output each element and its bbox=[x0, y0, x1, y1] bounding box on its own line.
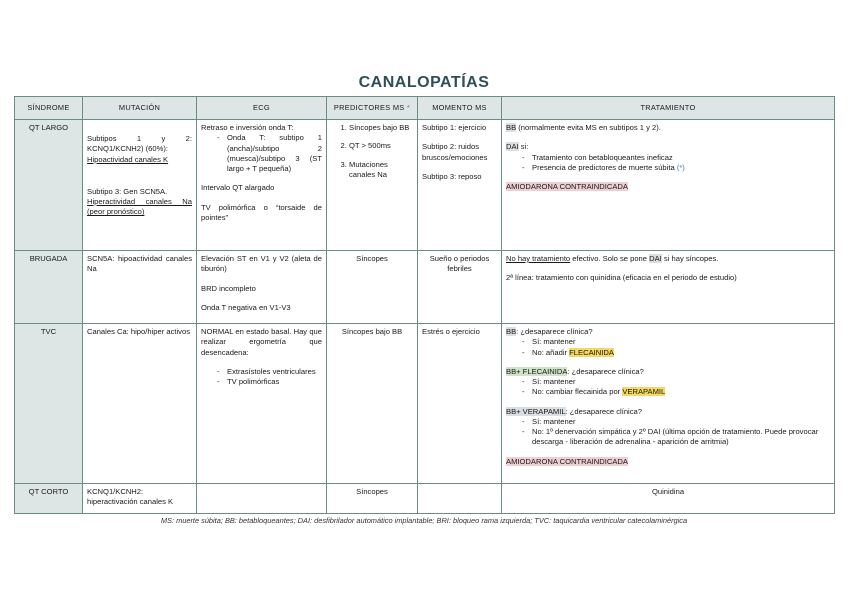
ecg-list bbox=[201, 133, 322, 174]
header-predictores: PREDICTORES MS * bbox=[327, 97, 418, 120]
bb-highlight: BB bbox=[506, 123, 517, 132]
mutacion-qt-corto: KCNQ1/KCNH2: hiperactivación canales K bbox=[83, 484, 197, 514]
ecg-text: Elevación ST en V1 y V2 (aleta de tiburón) bbox=[201, 254, 322, 274]
ecg-item: - TV polimórficas bbox=[217, 377, 322, 387]
tratamiento-item: - Sí: mantener bbox=[522, 337, 830, 347]
momento-tvc: Estrés o ejercicio bbox=[418, 324, 502, 484]
ecg-item: - Onda T: subtipo 1 (ancha)/subtipo 2 (muesca)/subtipo 3 (ST largo + T pequeña) bbox=[217, 133, 322, 174]
footnote: MS: muerte súbita; BB: betabloqueantes; DAI: desfibrilador automático implantable; BRI: bloqueo rama izquierda; TVC: taquicardia ventricular catecolaminérgica bbox=[160, 516, 688, 525]
header-row bbox=[15, 97, 835, 120]
header-mutacion: MUTACIÓN bbox=[83, 97, 197, 120]
dai-highlight: DAI bbox=[506, 142, 519, 152]
tratamiento-list bbox=[506, 153, 830, 174]
bb-flecainida-highlight: BB+ FLECAINIDA bbox=[506, 366, 568, 376]
row-qt-largo bbox=[15, 120, 835, 251]
tratamiento-item: - No: cambiar flecainida por VERAPAMIL bbox=[522, 387, 830, 397]
mutacion-tvc: Canales Ca: hipo/hiper activos bbox=[83, 324, 197, 484]
ecg-tvc bbox=[197, 324, 327, 484]
predictores-qt-corto: Síncopes bbox=[327, 484, 418, 514]
canalopatias-table bbox=[14, 96, 835, 514]
mutacion-brugada: SCN5A: hipoactividad canales Na bbox=[83, 251, 197, 324]
header-tratamiento: TRATAMIENTO bbox=[502, 97, 835, 120]
ecg-list bbox=[201, 367, 322, 388]
predictores-list bbox=[331, 123, 413, 180]
tratamiento-tvc: BB: ¿desaparece clínica? - Sí: mantener - No: añadir FLECAINIDA BB+ FLECAINIDA: ¿desaparece clínica? - Sí: mantener - No: cambiar flecainida por VERAPAMIL BB+ VERAPAMIL: ¿desaparece clínica? - Sí: mantener - No: 1º denervación simpática y 2º DAI (última opción de tratamiento. Puede provocar descarga - liberación de adrenalina - aparición de arritmia) AMIODARONA CONTRAINDICADA bbox=[502, 324, 835, 484]
tratamiento-item: - Sí: mantener bbox=[522, 417, 830, 427]
ecg-text: TV polimórfica o “torsaide de pointes” bbox=[201, 202, 322, 222]
momento-text: Subtipo 1: ejercicio bbox=[422, 123, 487, 132]
tratamiento-item: - Presencia de predictores de muerte súbita (*) bbox=[522, 163, 830, 173]
warning-badge: AMIODARONA CONTRAINDICADA bbox=[506, 456, 628, 466]
mutacion-text: Hiperactividad canales Na (peor pronóstico) bbox=[87, 197, 192, 217]
header-momento: MOMENTO MS bbox=[418, 97, 502, 120]
momento-qt-corto bbox=[418, 484, 502, 514]
mutacion-text: Subtipos 1 y 2: KCNQ1/KCNH2) (60%): bbox=[87, 134, 192, 154]
bb-verapamil-highlight: BB+ VERAPAMIL bbox=[506, 406, 566, 416]
ecg-brugada bbox=[197, 251, 327, 324]
momento-qt-largo bbox=[418, 120, 502, 251]
momento-brugada: Sueño o periodos febriles bbox=[418, 251, 502, 324]
tratamiento-item: - No: añadir FLECAINIDA bbox=[522, 348, 830, 358]
ecg-text: Retraso e inversión onda T: bbox=[201, 123, 294, 132]
syndrome-brugada: BRUGADA bbox=[15, 251, 83, 324]
tratamiento-item: - No: 1º denervación simpática y 2º DAI (última opción de tratamiento. Puede provocar descarga - liberación de adrenalina - aparición de arritmia) bbox=[522, 427, 830, 448]
row-brugada bbox=[15, 251, 835, 324]
momento-text: Subtipo 2: ruidos bruscos/emociones bbox=[422, 142, 488, 162]
ecg-text: BRD incompleto bbox=[201, 283, 256, 293]
ecg-text: NORMAL en estado basal. Hay que realizar ergometría que desencadena: bbox=[201, 327, 322, 357]
ecg-qt-largo bbox=[197, 120, 327, 251]
header-sindrome: SÍNDROME bbox=[15, 97, 83, 120]
predictor-item: 2. QT > 500ms bbox=[349, 141, 413, 151]
tratamiento-item: - Sí: mantener bbox=[522, 377, 830, 387]
mutacion-text: Subtipo 3: Gen SCN5A. bbox=[87, 186, 168, 196]
flecainida-highlight: FLECAINIDA bbox=[569, 347, 614, 357]
syndrome-qt-largo: QT LARGO bbox=[15, 120, 83, 251]
tratamiento-list bbox=[506, 417, 830, 448]
tratamiento-item: - Tratamiento con betabloqueantes ineficaz bbox=[522, 153, 830, 163]
tratamiento-brugada: No hay tratamiento efectivo. Solo se pone DAI si hay síncopes. 2ª línea: tratamiento con quinidina (eficacia en el periodo de estudio) bbox=[502, 251, 835, 324]
predictores-brugada: Síncopes bbox=[327, 251, 418, 324]
mutacion-qt-largo bbox=[83, 120, 197, 251]
bb-highlight: BB bbox=[506, 327, 517, 336]
page-title: CANALOPATÍAS bbox=[358, 74, 490, 91]
predictores-qt-largo bbox=[327, 120, 418, 251]
ecg-text: Onda T negativa en V1-V3 bbox=[201, 302, 291, 312]
tratamiento-qt-corto: Quinidina bbox=[502, 484, 835, 514]
tratamiento-list bbox=[506, 377, 830, 398]
warning-badge: AMIODARONA CONTRAINDICADA bbox=[506, 182, 628, 191]
mutacion-text: Hipoactividad canales K bbox=[87, 154, 169, 164]
header-ecg: ECG bbox=[197, 97, 327, 120]
ecg-text: Intervalo QT alargado bbox=[201, 183, 275, 193]
row-qt-corto bbox=[15, 484, 835, 514]
verapamil-highlight: VERAPAMIL bbox=[622, 387, 666, 397]
ecg-item: - Extrasístoles ventriculares bbox=[217, 367, 322, 377]
tratamiento-list bbox=[506, 337, 830, 358]
asterisk-mark: * bbox=[406, 103, 411, 112]
syndrome-qt-corto: QT CORTO bbox=[15, 484, 83, 514]
predictores-tvc: Síncopes bajo BB bbox=[327, 324, 418, 484]
tratamiento-text: 2ª línea: tratamiento con quinidina (eficacia en el periodo de estudio) bbox=[506, 273, 737, 283]
momento-text: Subtipo 3: reposo bbox=[422, 171, 482, 181]
tratamiento-qt-largo: BB (normalmente evita MS en subtipos 1 y 2). DAI si: - Tratamiento con betabloqueantes ineficaz - Presencia de predictores de muerte súbita (*) AMIODARONA CONTRAINDICADA bbox=[502, 120, 835, 251]
predictor-item: 3. Mutaciones canales Na bbox=[349, 160, 413, 181]
predictor-item: 1. Síncopes bajo BB bbox=[349, 123, 413, 133]
ecg-qt-corto bbox=[197, 484, 327, 514]
syndrome-tvc: TVC bbox=[15, 324, 83, 484]
row-tvc bbox=[15, 324, 835, 484]
dai-highlight: DAI bbox=[649, 254, 662, 263]
